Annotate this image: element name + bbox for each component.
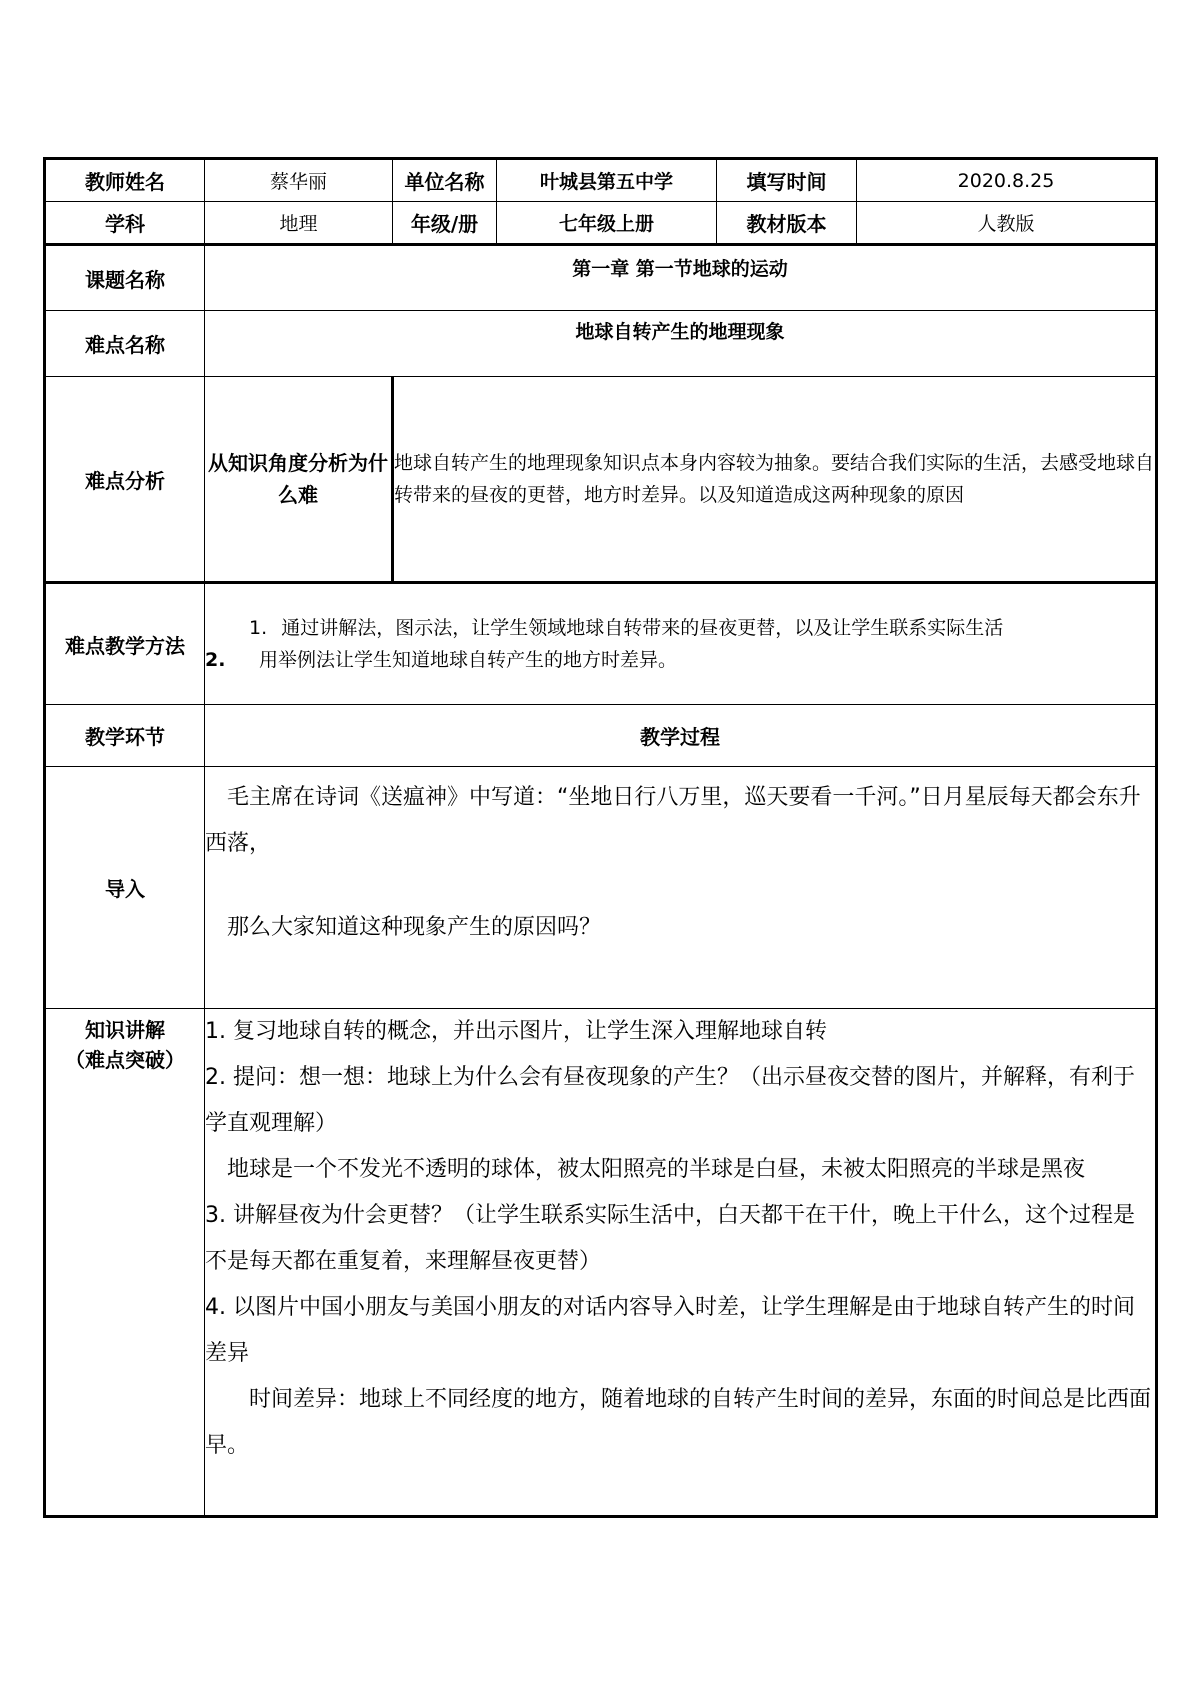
unit-name-label: 单位名称 <box>393 159 497 202</box>
grade-label: 年级/册 <box>393 202 497 245</box>
method-item-1-no: 1. <box>249 617 268 639</box>
row-method <box>45 583 1157 705</box>
row-difficulty <box>45 311 1157 377</box>
knowledge-line-3: 地球是一个不发光不透明的球体，被太阳照亮的半球是白昼，未被太阳照亮的半球是黑夜 <box>227 1157 1086 1182</box>
subject-value: 地理 <box>205 202 393 245</box>
knowledge-line-4: 3. 讲解昼夜为什会更替？（让学生联系实际生活中，白天都干在干什，晚上干什么，这个过程是不是每天都在重复着，来理解昼夜更替） <box>205 1203 1135 1274</box>
method-item-2 <box>205 644 1155 676</box>
analysis-text <box>393 377 1157 583</box>
teacher-name-label: 教师姓名 <box>45 159 205 202</box>
row-topic <box>45 245 1157 311</box>
method-content <box>205 583 1157 705</box>
knowledge-label-line-1: 知识讲解 <box>85 1018 165 1042</box>
knowledge-line-2: 2. 提问：想一想：地球上为什么会有昼夜现象的产生？（出示昼夜交替的图片，并解释，有利于学直观理解） <box>205 1065 1135 1136</box>
row-intro <box>45 767 1157 1009</box>
intro-content <box>205 767 1157 1009</box>
knowledge-label-line-2: （难点突破） <box>65 1048 185 1072</box>
knowledge-line-6: 时间差异：地球上不同经度的地方，随着地球的自转产生时间的差异，东面的时间总是比西面早。 <box>205 1387 1152 1458</box>
intro-paragraph-1: 毛主席在诗词《送瘟神》中写道：“坐地日行八万里，巡天要看一千河。”日月星辰每天都会东升西落， <box>205 785 1141 856</box>
edition-label: 教材版本 <box>717 202 857 245</box>
method-item-1 <box>205 612 1155 644</box>
analysis-text-content: 地球自转产生的地理现象知识点本身内容较为抽象。要结合我们实际的生活，去感受地球自转带来的昼夜的更替，地方时差异。以及知道造成这两种现象的原因 <box>394 452 1155 506</box>
process-step-label: 教学环节 <box>45 705 205 767</box>
edition-value: 人教版 <box>857 202 1157 245</box>
knowledge-content <box>205 1009 1157 1517</box>
intro-label: 导入 <box>45 767 205 1009</box>
difficulty-label: 难点名称 <box>45 311 205 377</box>
method-item-1-text: 通过讲解法，图示法，让学生领域地球自转带来的昼夜更替，以及让学生联系实际生活 <box>281 617 1004 639</box>
row-analysis <box>45 377 1157 583</box>
topic-label: 课题名称 <box>45 245 205 311</box>
method-item-2-text: 用举例法让学生知道地球自转产生的地方时差异。 <box>259 649 678 671</box>
analysis-sub-label: 从知识角度分析为什么难 <box>205 377 393 583</box>
lesson-plan-table <box>43 157 1158 1518</box>
method-item-2-no: 2. <box>205 649 226 671</box>
row-subject <box>45 202 1157 245</box>
teacher-name-value: 蔡华丽 <box>205 159 393 202</box>
row-knowledge <box>45 1009 1157 1517</box>
row-process-header <box>45 705 1157 767</box>
unit-name-value: 叶城县第五中学 <box>497 159 717 202</box>
lesson-plan-form <box>43 157 1155 1518</box>
knowledge-label <box>45 1009 205 1517</box>
intro-paragraph-2: 那么大家知道这种现象产生的原因吗？ <box>227 915 602 940</box>
grade-value: 七年级上册 <box>497 202 717 245</box>
row-teacher <box>45 159 1157 202</box>
knowledge-line-1: 1. 复习地球自转的概念，并出示图片，让学生深入理解地球自转 <box>205 1019 827 1044</box>
fill-date-value: 2020.8.25 <box>857 159 1157 202</box>
difficulty-value: 地球自转产生的地理现象 <box>205 311 1157 377</box>
fill-date-label: 填写时间 <box>717 159 857 202</box>
subject-label: 学科 <box>45 202 205 245</box>
process-label: 教学过程 <box>205 705 1157 767</box>
topic-value: 第一章 第一节地球的运动 <box>205 245 1157 311</box>
method-label: 难点教学方法 <box>45 583 205 705</box>
analysis-label: 难点分析 <box>45 377 205 583</box>
knowledge-line-5: 4. 以图片中国小朋友与美国小朋友的对话内容导入时差，让学生理解是由于地球自转产生的时间差异 <box>205 1295 1135 1366</box>
